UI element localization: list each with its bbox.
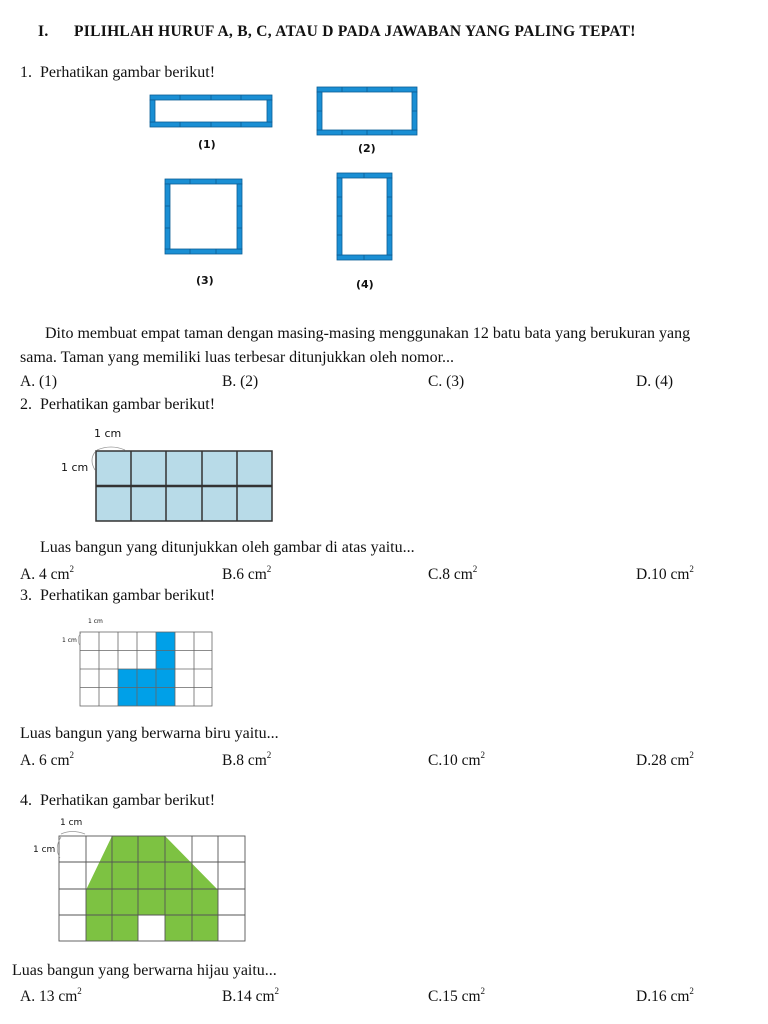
q2-figure xyxy=(85,440,280,525)
q3-dim-left: 1 cm xyxy=(62,637,77,644)
q3-question: Luas bangun yang berwarna biru yaitu... xyxy=(20,725,279,742)
garden-4 xyxy=(337,173,392,260)
q4-option-b[interactable]: B.14 $cm^2$ xyxy=(222,986,280,1005)
q1-option-b[interactable]: B. (2) xyxy=(222,373,259,390)
q3-number: 3. xyxy=(20,587,32,604)
q2-number: 2. xyxy=(20,396,32,413)
figure-label-2: (2) xyxy=(358,142,376,155)
q1-title xyxy=(20,64,215,82)
q1-text-line2: sama. Taman yang memiliki luas terbesar ditunjukkan oleh nomor... xyxy=(20,349,455,366)
q2-prompt: Perhatikan gambar berikut! xyxy=(40,396,216,413)
q1-text-line1: Dito membuat empat taman dengan masing-masing menggunakan 12 batu bata yang berukuran yang xyxy=(45,325,691,342)
q2-option-d[interactable]: D.10 $cm^2$ xyxy=(636,564,694,583)
q4-dim-top: 1 cm xyxy=(60,818,83,828)
q2-dim-top: 1 cm xyxy=(94,427,122,440)
q3-option-b[interactable]: B.8 $cm^2$ xyxy=(222,750,272,769)
garden-3 xyxy=(165,179,242,254)
figure-label-4: (4) xyxy=(356,278,374,291)
q3-title xyxy=(20,587,215,605)
q4-question: Luas bangun yang berwarna hijau yaitu... xyxy=(12,962,277,979)
q4-dim-left: 1 cm xyxy=(33,845,56,855)
q4-prompt: Perhatikan gambar berikut! xyxy=(40,792,216,809)
figure-label-3: (3) xyxy=(196,274,214,287)
q4-title xyxy=(20,792,215,810)
q2-dim-left: 1 cm xyxy=(61,461,89,474)
section-heading xyxy=(38,23,636,41)
q4-figure xyxy=(52,828,252,948)
q4-option-c[interactable]: C.15 $cm^2$ xyxy=(428,986,486,1005)
q1-figure xyxy=(140,82,440,297)
q3-option-c[interactable]: C.10 $cm^2$ xyxy=(428,750,486,769)
q2-title xyxy=(20,396,215,414)
q3-dim-top: 1 cm xyxy=(88,618,103,625)
q2-option-c[interactable]: C.8 $cm^2$ xyxy=(428,564,478,583)
q4-green-house xyxy=(86,836,218,941)
q1-number: 1. xyxy=(20,64,32,81)
q4-number: 4. xyxy=(20,792,32,809)
q1-option-a[interactable]: A. (1) xyxy=(20,373,58,390)
q3-figure xyxy=(76,626,216,708)
q2-question: Luas bangun yang ditunjukkan oleh gambar di atas yaitu... xyxy=(40,539,415,556)
section-title: PILIHLAH HURUF A, B, C, ATAU D PADA JAWABAN YANG PALING TEPAT! xyxy=(74,23,636,40)
q2-option-a[interactable]: A. 4 $cm^2$ xyxy=(20,564,75,583)
q2-grid xyxy=(96,451,272,521)
q4-option-d[interactable]: D.16 $cm^2$ xyxy=(636,986,694,1005)
garden-1 xyxy=(150,95,272,127)
q1-option-c[interactable]: C. (3) xyxy=(428,373,465,390)
q3-prompt: Perhatikan gambar berikut! xyxy=(40,587,216,604)
q4-option-a[interactable]: A. 13 $cm^2$ xyxy=(20,986,82,1005)
q1-option-d[interactable]: D. (4) xyxy=(636,373,674,390)
garden-2 xyxy=(317,87,417,135)
q3-option-a[interactable]: A. 6 $cm^2$ xyxy=(20,750,75,769)
q3-option-d[interactable]: D.28 $cm^2$ xyxy=(636,750,694,769)
q1-prompt: Perhatikan gambar berikut! xyxy=(40,64,216,81)
q2-option-b[interactable]: B.6 $cm^2$ xyxy=(222,564,272,583)
section-number: I. xyxy=(38,23,49,40)
figure-label-1: (1) xyxy=(198,138,216,151)
